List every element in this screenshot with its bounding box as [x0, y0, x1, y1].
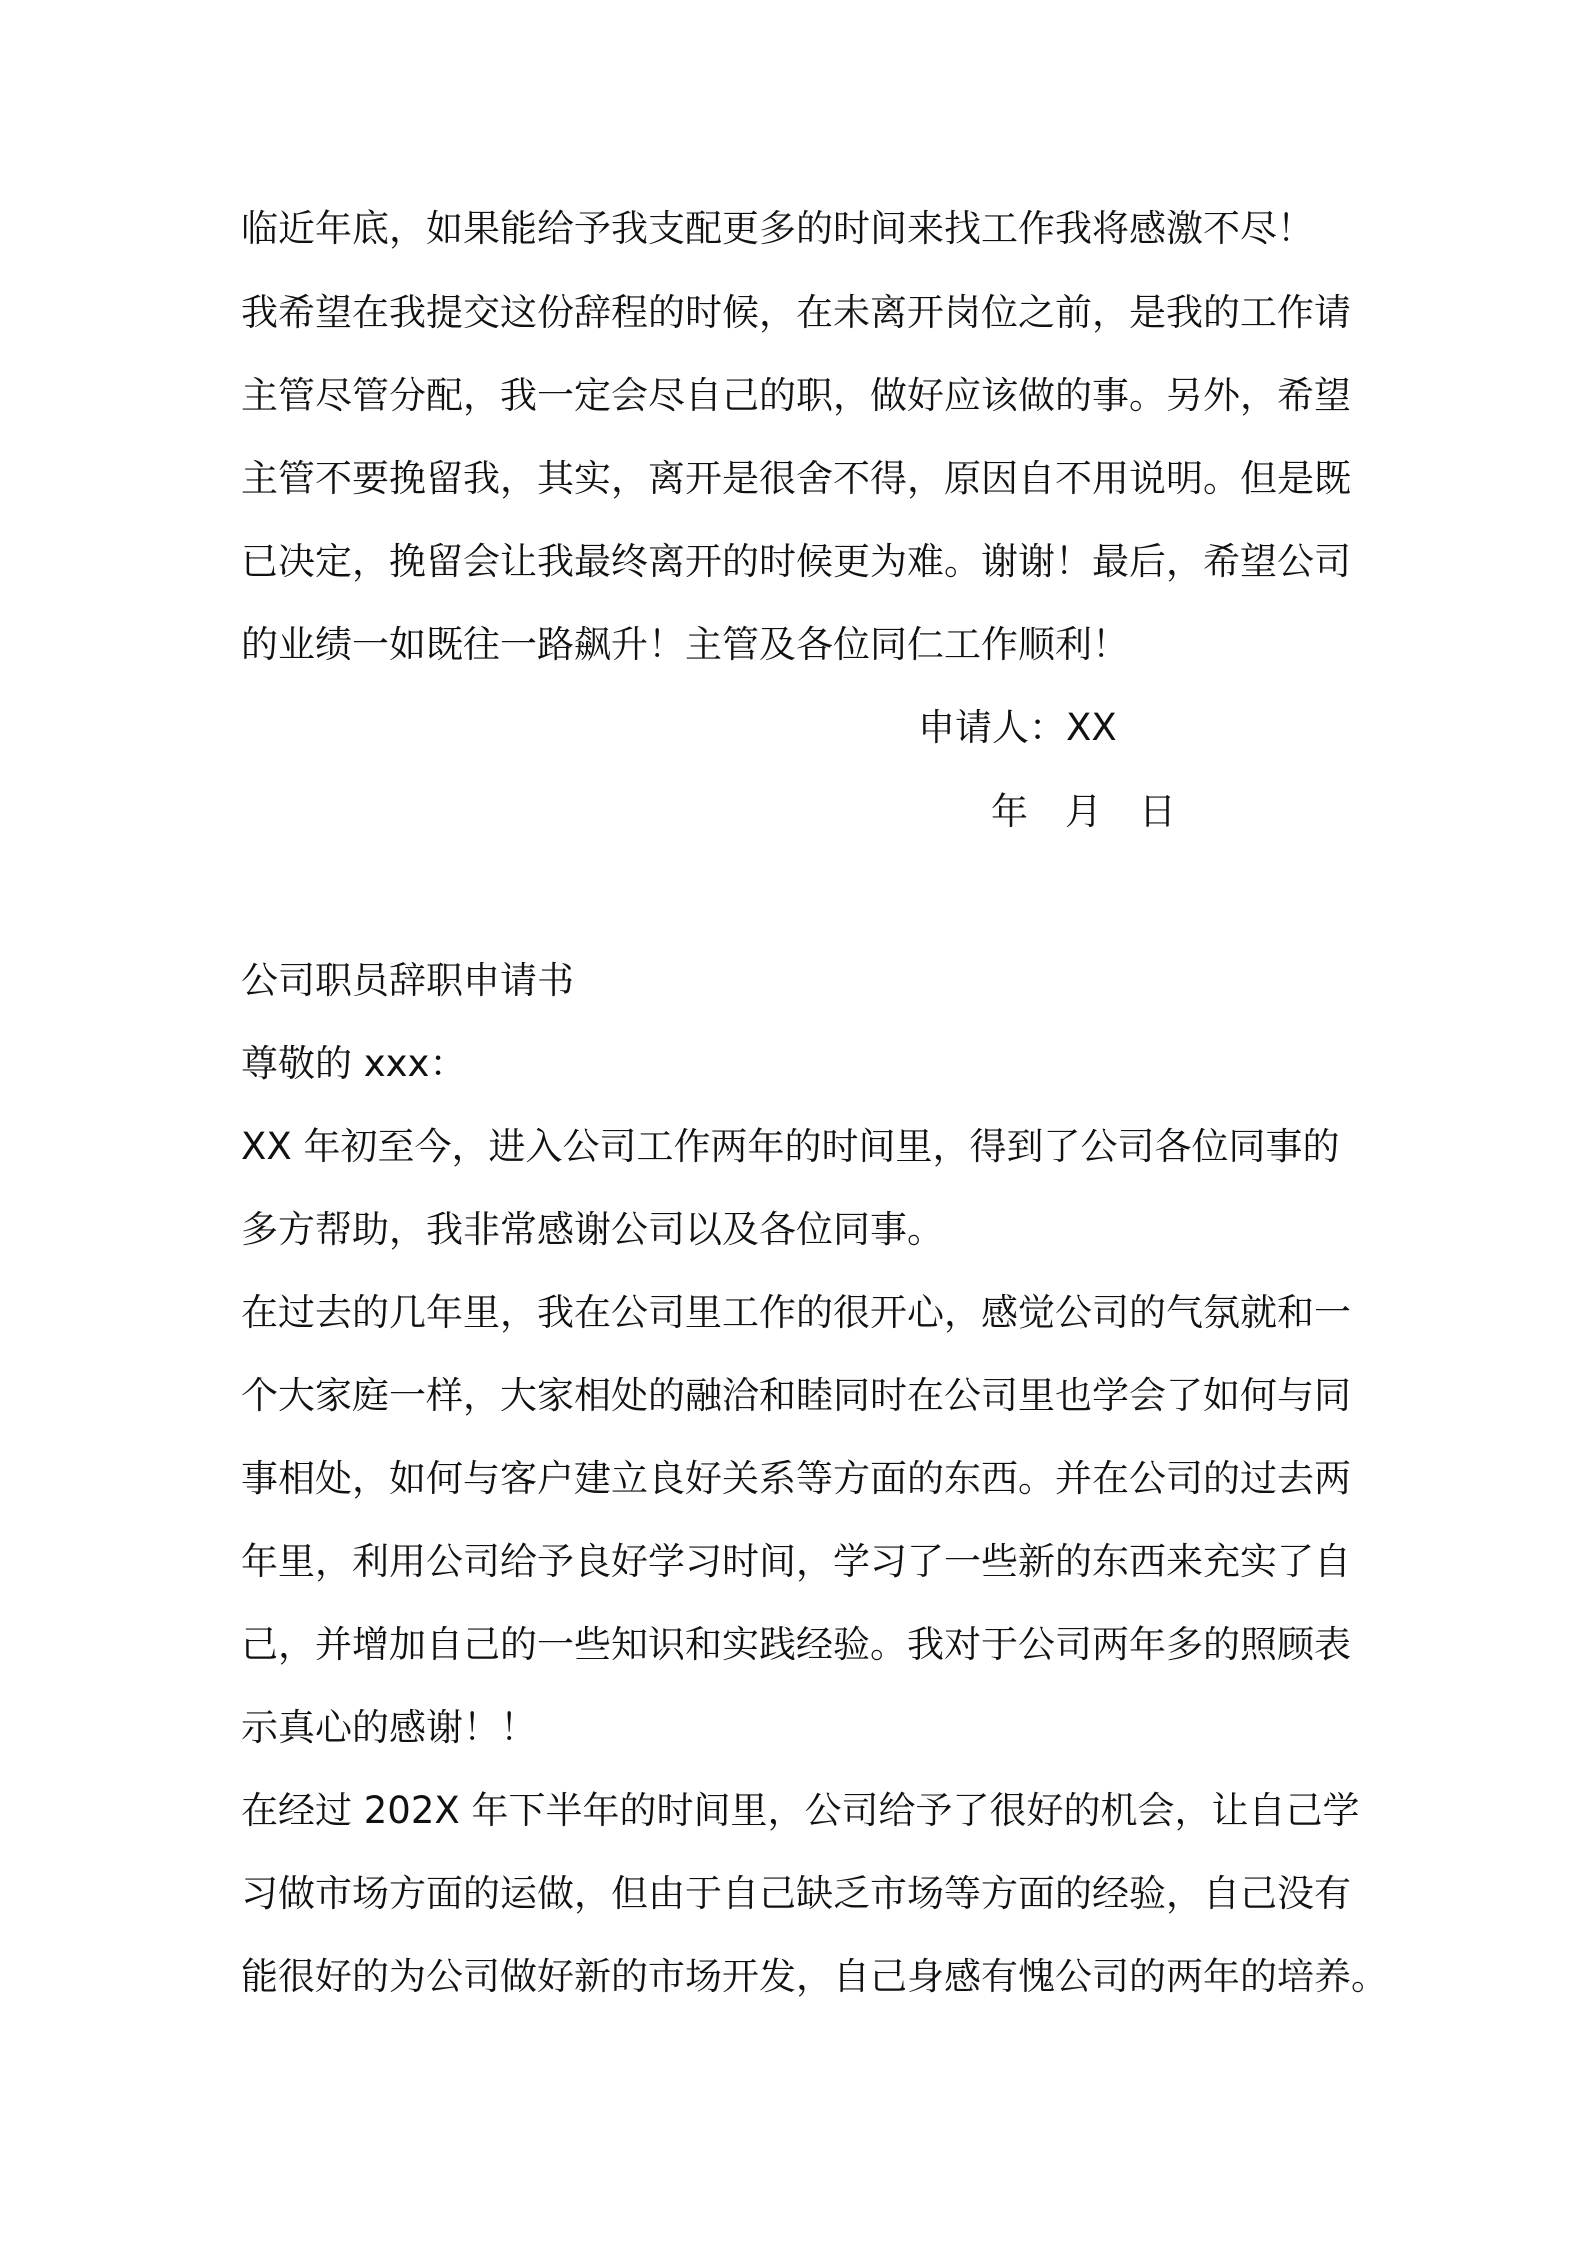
letter2-line: 习做市场方面的运做，但由于自己缺乏市场等方面的经验，自己没有 [241, 1872, 1351, 1915]
letter1-line: 主管不要挽留我，其实，离开是很舍不得，原因自不用说明。但是既 [241, 457, 1351, 500]
letter2-line: 多方帮助，我非常感谢公司以及各位同事。 [241, 1208, 944, 1251]
letter2-line: 示真心的感谢！！ [241, 1706, 537, 1749]
letter1-line: 的业绩一如既往一路飙升！主管及各位同仁工作顺利！ [241, 623, 1129, 666]
letter2-line: 年里，利用公司给予良好学习时间，学习了一些新的东西来充实了自 [241, 1540, 1351, 1583]
signature-date: 年 月 日 [991, 790, 1176, 833]
applicant-signature: 申请人：XX [918, 706, 1117, 749]
letter2-line: 个大家庭一样，大家相处的融洽和睦同时在公司里也学会了如何与同 [241, 1374, 1351, 1417]
letter1-line: 我希望在我提交这份辞程的时候，在未离开岗位之前，是我的工作请 [241, 291, 1351, 334]
letter2-line: 己，并增加自己的一些知识和实践经验。我对于公司两年多的照顾表 [241, 1623, 1351, 1666]
letter1-line: 主管尽管分配，我一定会尽自己的职，做好应该做的事。另外，希望 [241, 374, 1351, 417]
letter2-line: XX 年初至今，进入公司工作两年的时间里，得到了公司各位同事的 [241, 1125, 1340, 1168]
letter2-title: 公司职员辞职申请书 [241, 959, 574, 1002]
letter2-salutation: 尊敬的 xxx： [241, 1042, 467, 1085]
letter2-line: 事相处，如何与客户建立良好关系等方面的东西。并在公司的过去两 [241, 1457, 1351, 1500]
letter2-line: 在经过 202X 年下半年的时间里，公司给予了很好的机会，让自己学 [241, 1789, 1360, 1832]
letter1-line: 已决定，挽留会让我最终离开的时候更为难。谢谢！最后，希望公司 [241, 540, 1351, 583]
letter2-line: 在过去的几年里，我在公司里工作的很开心，感觉公司的气氛就和一 [241, 1291, 1351, 1334]
letter1-line: 临近年底，如果能给予我支配更多的时间来找工作我将感激不尽！ [241, 207, 1314, 250]
letter2-line: 能很好的为公司做好新的市场开发，自己身感有愧公司的两年的培养。 [241, 1955, 1388, 1998]
